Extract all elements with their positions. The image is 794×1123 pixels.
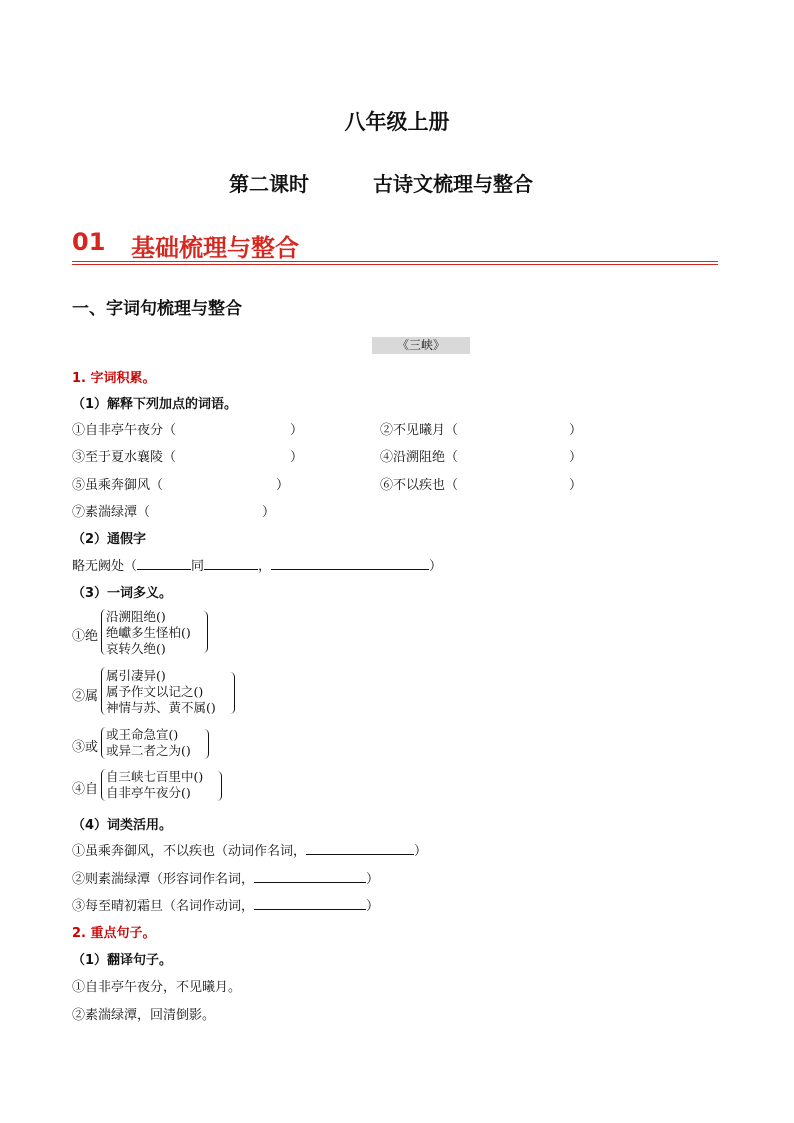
polysemy-line: 自三峡七百里中()	[106, 769, 204, 784]
question-1-title: 1. 字词积累。	[72, 371, 156, 386]
right-brace	[202, 611, 208, 653]
huoyong-line: ③每至晴初霜旦（名词作动词， ）	[72, 899, 380, 914]
sub-question-translate: （1）翻译句子。	[72, 953, 173, 968]
close-paren: ）	[569, 478, 583, 493]
sub-question-2: （2）通假字	[72, 532, 147, 547]
sub-question-4: （4）词类活用。	[72, 818, 173, 833]
section-title: 基础梳理与整合	[131, 234, 299, 262]
polysemy-line: 自非亭午夜分()	[106, 785, 191, 800]
section-number: 01	[72, 228, 106, 256]
polysemy-line: 或王命急宣()	[106, 727, 179, 742]
list-item: ②不见曦月（	[380, 423, 459, 438]
part-heading: 一、字词句梳理与整合	[72, 299, 242, 319]
sub-question-1: （1）解释下列加点的词语。	[72, 397, 238, 412]
list-item: ③至于夏水襄陵（	[72, 450, 177, 465]
lesson-label: 第二课时	[229, 172, 309, 196]
text-tag: 《三峡》	[372, 337, 470, 354]
right-brace	[229, 672, 235, 714]
list-item: ④沿溯阻绝（	[380, 450, 459, 465]
question-2-title: 2. 重点句子。	[72, 926, 156, 941]
sentence: ①自非亭午夜分，不见曦月。	[72, 980, 242, 995]
polysemy-line: 或异二者之为()	[106, 743, 191, 758]
section-rule-double	[72, 264, 718, 265]
huoyong-line: ①虽乘奔御风，不以疾也（动词作名词， ）	[72, 844, 428, 859]
list-item: ⑦素湍绿潭（	[72, 505, 151, 520]
polysemy-line: 沿溯阻绝()	[106, 609, 166, 624]
list-item: ①自非亭午夜分（	[72, 423, 177, 438]
close-paren: ）	[569, 423, 583, 438]
right-brace	[203, 729, 209, 759]
polysemy-label: ①绝	[72, 629, 99, 644]
section-rule	[72, 261, 718, 262]
lesson-title: 古诗文梳理与整合	[373, 172, 533, 196]
sub-question-3: （3）一词多义。	[72, 586, 173, 601]
list-item: ⑤虽乘奔御风（	[72, 478, 164, 493]
close-paren: ）	[290, 423, 304, 438]
polysemy-line: 绝巘多生怪柏()	[106, 625, 191, 640]
polysemy-line: 神情与苏、黄不属()	[106, 700, 216, 715]
polysemy-line: 属引凄异()	[106, 668, 166, 683]
close-paren: ）	[290, 450, 304, 465]
tongjia-line: 略无阙处（ 同 ， ）	[72, 559, 443, 574]
huoyong-line: ②则素湍绿潭（形容词作名词， ）	[72, 872, 380, 887]
polysemy-label: ②属	[72, 689, 99, 704]
close-paren: ）	[276, 478, 290, 493]
list-item: ⑥不以疾也（	[380, 478, 459, 493]
page-title: 八年级上册	[344, 110, 450, 134]
close-paren: ）	[569, 450, 583, 465]
polysemy-label: ④自	[72, 782, 99, 797]
close-paren: ）	[262, 505, 276, 520]
polysemy-line: 属予作文以记之()	[106, 684, 204, 699]
right-brace	[216, 771, 222, 801]
polysemy-label: ③或	[72, 740, 99, 755]
sentence: ②素湍绿潭，回清倒影。	[72, 1008, 216, 1023]
polysemy-line: 哀转久绝()	[106, 641, 166, 656]
